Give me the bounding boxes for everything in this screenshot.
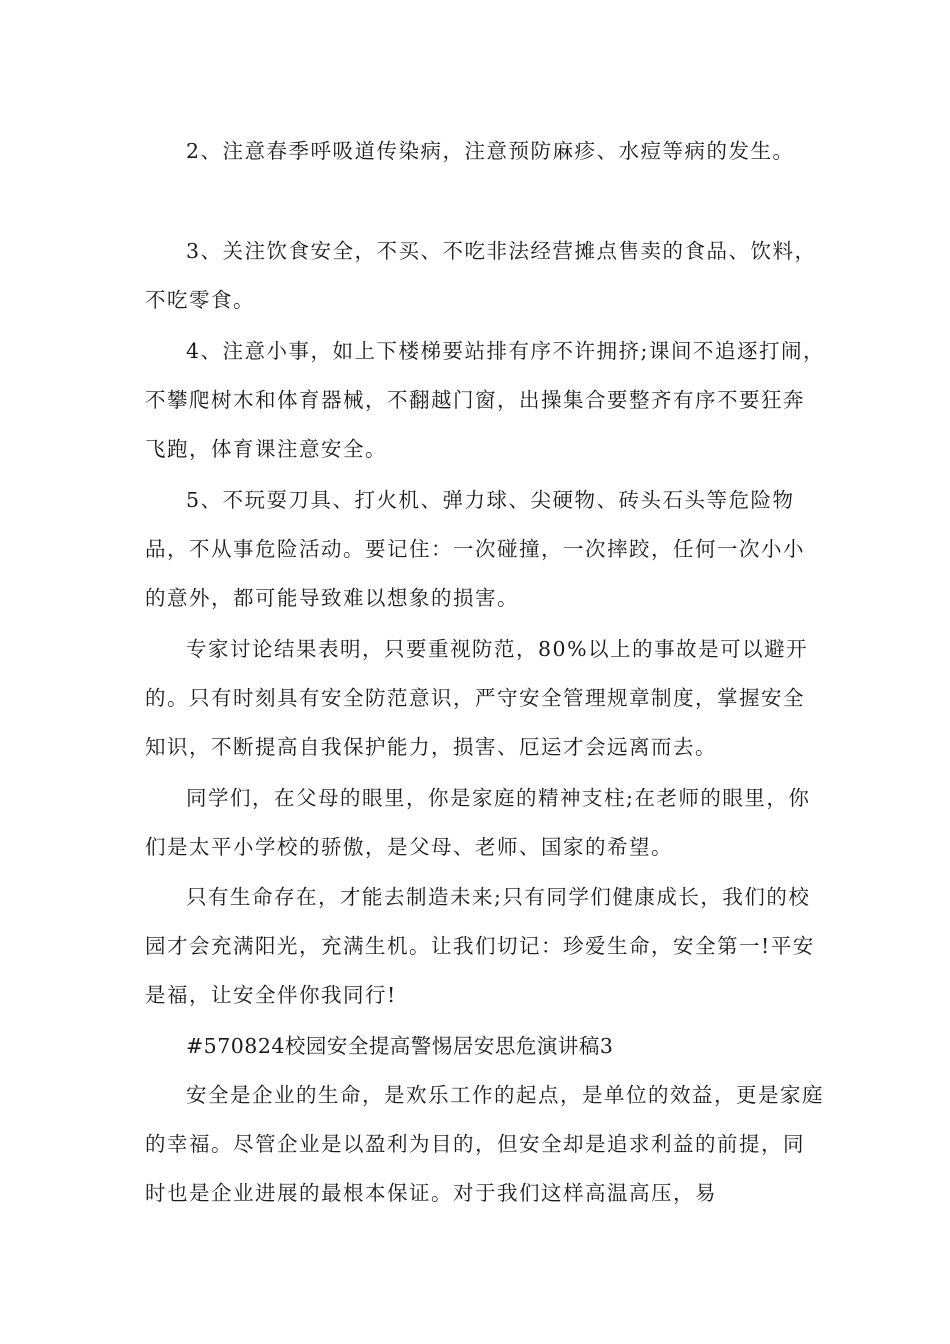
paragraph-enterprise-safety: 安全是企业的生命，是欢乐工作的起点，是单位的效益，更是家庭的幸福。尽管企业是以盈利为目的，但安全却是追求利益的前提，同时也是企业进展的最根本保证。对于我们这样高温高压，易: [145, 1083, 824, 1205]
speech-heading: #570824校园安全提高警惕居安思危演讲稿3: [186, 1034, 614, 1058]
paragraph-expert-conclusion: 专家讨论结果表明，只要重视防范，80%以上的事故是可以避开的。只有时刻具有安全防范意识，严守安全管理规章制度，掌握安全知识，不断提高自我保护能力，损害、厄运才会远离而去。: [145, 637, 809, 759]
paragraph-life-first: 只有生命存在，才能去制造未来;只有同学们健康成长，我们的校园才会充满阳光，充满生机。让我们切记：珍爱生命，安全第一!平安是福，让安全伴你我同行!: [145, 885, 815, 1007]
paragraph-item-5: 5、不玩耍刀具、打火机、弹力球、尖硬物、砖头石头等危险物品，不从事危险活动。要记住：一次碰撞，一次摔跤，任何一次小小的意外，都可能导致难以想象的损害。: [145, 488, 805, 610]
paragraph-students: 同学们，在父母的眼里，你是家庭的精神支柱;在老师的眼里，你们是太平小学校的骄傲，是父母、老师、国家的希望。: [145, 786, 811, 859]
paragraph-item-4: 4、注意小事，如上下楼梯要站排有序不许拥挤;课间不追逐打闹，不攀爬树木和体育器械，不翻越门窗，出操集合要整齐有序不要狂奔飞跑，体育课注意安全。: [145, 339, 825, 461]
paragraph-item-2: 2、注意春季呼吸道传染病，注意预防麻疹、水痘等病的发生。: [186, 139, 795, 163]
paragraph-item-3: 3、关注饮食安全，不买、不吃非法经营摊点售卖的食品、饮料，不吃零食。: [145, 239, 817, 312]
